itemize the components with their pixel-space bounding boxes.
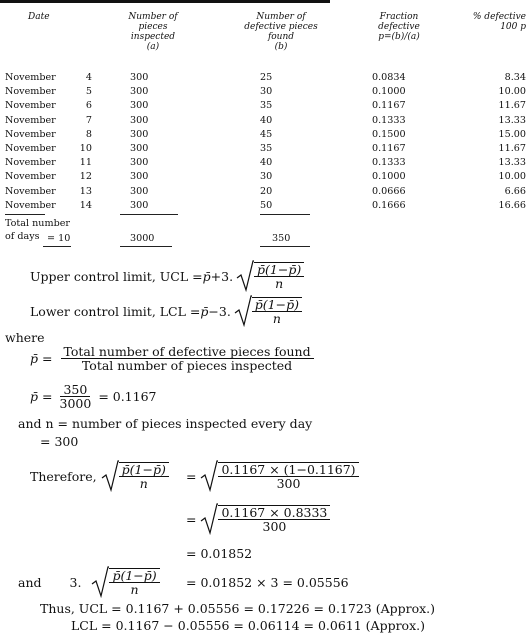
cell-percent: 13.33: [498, 114, 526, 126]
radical-sign: [200, 460, 218, 492]
header-fraction: Fraction defective p=(b)/(a): [378, 12, 420, 42]
thus-ucl: Thus, UCL = 0.1167 + 0.05556 = 0.17226 = 0.1723 (Approx.): [40, 601, 436, 616]
cell-defective: 35: [260, 143, 273, 154]
lcl-formula: Lower control limit, LCL = p̄ −3. $\frac{p̄(1-p̄)}{n}$: [30, 295, 302, 327]
cell-day: 6: [85, 100, 92, 112]
cell-inspected: 300: [130, 185, 149, 197]
cell-percent: 15.00: [498, 128, 526, 140]
cell-fraction: 0.0666: [372, 185, 406, 197]
header-inspected: Number of pieces inspected (a): [128, 12, 178, 52]
cell-day: 8: [85, 128, 92, 140]
total-rule: [260, 214, 310, 215]
cell-day: 13: [79, 185, 92, 197]
step1: = $\frac{0.1167 \times (1-0.1167)}{300}$: [186, 460, 359, 492]
total-rule: [5, 214, 45, 215]
cell-month: November: [5, 128, 56, 140]
cell-percent: 11.67: [498, 100, 526, 112]
n-value: = 300: [40, 434, 79, 449]
cell-fraction: 0.1167: [372, 143, 406, 154]
cell-percent: 10.00: [498, 171, 526, 183]
cell-inspected: 300: [130, 143, 149, 154]
cell-fraction: 0.1000: [372, 171, 406, 183]
radical-sign: [101, 460, 119, 492]
cell-month: November: [5, 199, 56, 211]
radical-sign: [200, 503, 218, 535]
step3: = 0.01852: [186, 546, 253, 561]
cell-defective: 40: [260, 114, 273, 126]
step4: = 0.01852 × 3 = 0.05556: [186, 575, 349, 590]
top-rule: [0, 0, 330, 3]
cell-fraction: 0.0834: [372, 72, 406, 83]
radical-sign: [236, 260, 254, 292]
cell-percent: 11.67: [498, 143, 526, 154]
cell-month: November: [5, 114, 56, 126]
cell-inspected: 300: [130, 114, 149, 126]
cell-inspected: 300: [130, 199, 149, 211]
cell-fraction: 0.1000: [372, 86, 406, 98]
cell-fraction: 0.1666: [372, 199, 406, 211]
total-underline: [120, 246, 172, 247]
cell-fraction: 0.1333: [372, 114, 406, 126]
thus-lcl: LCL = 0.1167 − 0.05556 = 0.06114 = 0.0611 (Approx.): [71, 618, 425, 633]
cell-percent: 6.66: [504, 185, 526, 197]
n-definition: and n = number of pieces inspected every day: [18, 416, 313, 431]
cell-day: 10: [79, 143, 92, 154]
cell-month: November: [5, 171, 56, 183]
cell-month: November: [5, 157, 56, 169]
total-defective: 350: [272, 233, 291, 244]
cell-day: 12: [79, 171, 92, 183]
header-defective: Number of defective pieces found (b): [244, 12, 318, 52]
cell-inspected: 300: [130, 157, 149, 169]
radical-sign: [234, 295, 252, 327]
cell-defective: 30: [260, 86, 273, 98]
cell-defective: 40: [260, 157, 273, 169]
total-rule: [120, 214, 178, 215]
cell-month: November: [5, 143, 56, 154]
cell-percent: 10.00: [498, 86, 526, 98]
and-line: and 3. $\frac{p̄(1-p̄)}{n}$: [18, 566, 160, 598]
cell-fraction: 0.1333: [372, 157, 406, 169]
step2: = $\frac{0.1167 \times 0.8333}{300}$: [186, 503, 330, 535]
total-inspected: 3000: [130, 233, 155, 244]
cell-day: 4: [85, 72, 92, 83]
therefore-line: Therefore, $\frac{p̄(1-p̄)}{n}$: [30, 460, 169, 492]
cell-percent: 13.33: [498, 157, 526, 169]
cell-month: November: [5, 72, 56, 83]
cell-defective: 20: [260, 185, 273, 197]
header-date: Date: [28, 12, 50, 22]
cell-fraction: 0.1167: [372, 100, 406, 112]
cell-inspected: 300: [130, 171, 149, 183]
cell-defective: 50: [260, 199, 273, 211]
ucl-formula: Upper control limit, UCL = p̄ +3. $\frac{p̄(1-p̄)}{n}$: [30, 260, 304, 292]
cell-percent: 16.66: [498, 199, 526, 211]
total-underline: [43, 246, 71, 247]
cell-day: 14: [79, 199, 92, 211]
where-label: where: [5, 330, 45, 345]
cell-day: 11: [79, 157, 92, 169]
cell-fraction: 0.1500: [372, 128, 406, 140]
cell-day: 5: [85, 86, 92, 98]
cell-month: November: [5, 185, 56, 197]
total-label: Total number of days: [5, 218, 70, 242]
cell-day: 7: [85, 114, 92, 126]
total-underline: [260, 246, 310, 247]
cell-inspected: 300: [130, 86, 149, 98]
cell-percent: 8.34: [504, 72, 526, 83]
cell-inspected: 300: [130, 100, 149, 112]
radical-sign: [91, 566, 109, 598]
cell-month: November: [5, 86, 56, 98]
cell-inspected: 300: [130, 72, 149, 83]
cell-defective: 30: [260, 171, 273, 183]
cell-inspected: 300: [130, 128, 149, 140]
cell-defective: 35: [260, 100, 273, 112]
header-percent: % defective 100 p: [472, 12, 526, 32]
pbar-definition: p̄ = $\frac{\text{Total number of defective pieces found}}{\text{Total number of pieces inspected}}$: [30, 345, 314, 372]
cell-defective: 45: [260, 128, 273, 140]
total-days: = 10: [47, 233, 71, 244]
pbar-value: p̄ = $\frac{350}{3000}$ = 0.1167: [30, 382, 157, 411]
cell-defective: 25: [260, 72, 273, 83]
cell-month: November: [5, 100, 56, 112]
